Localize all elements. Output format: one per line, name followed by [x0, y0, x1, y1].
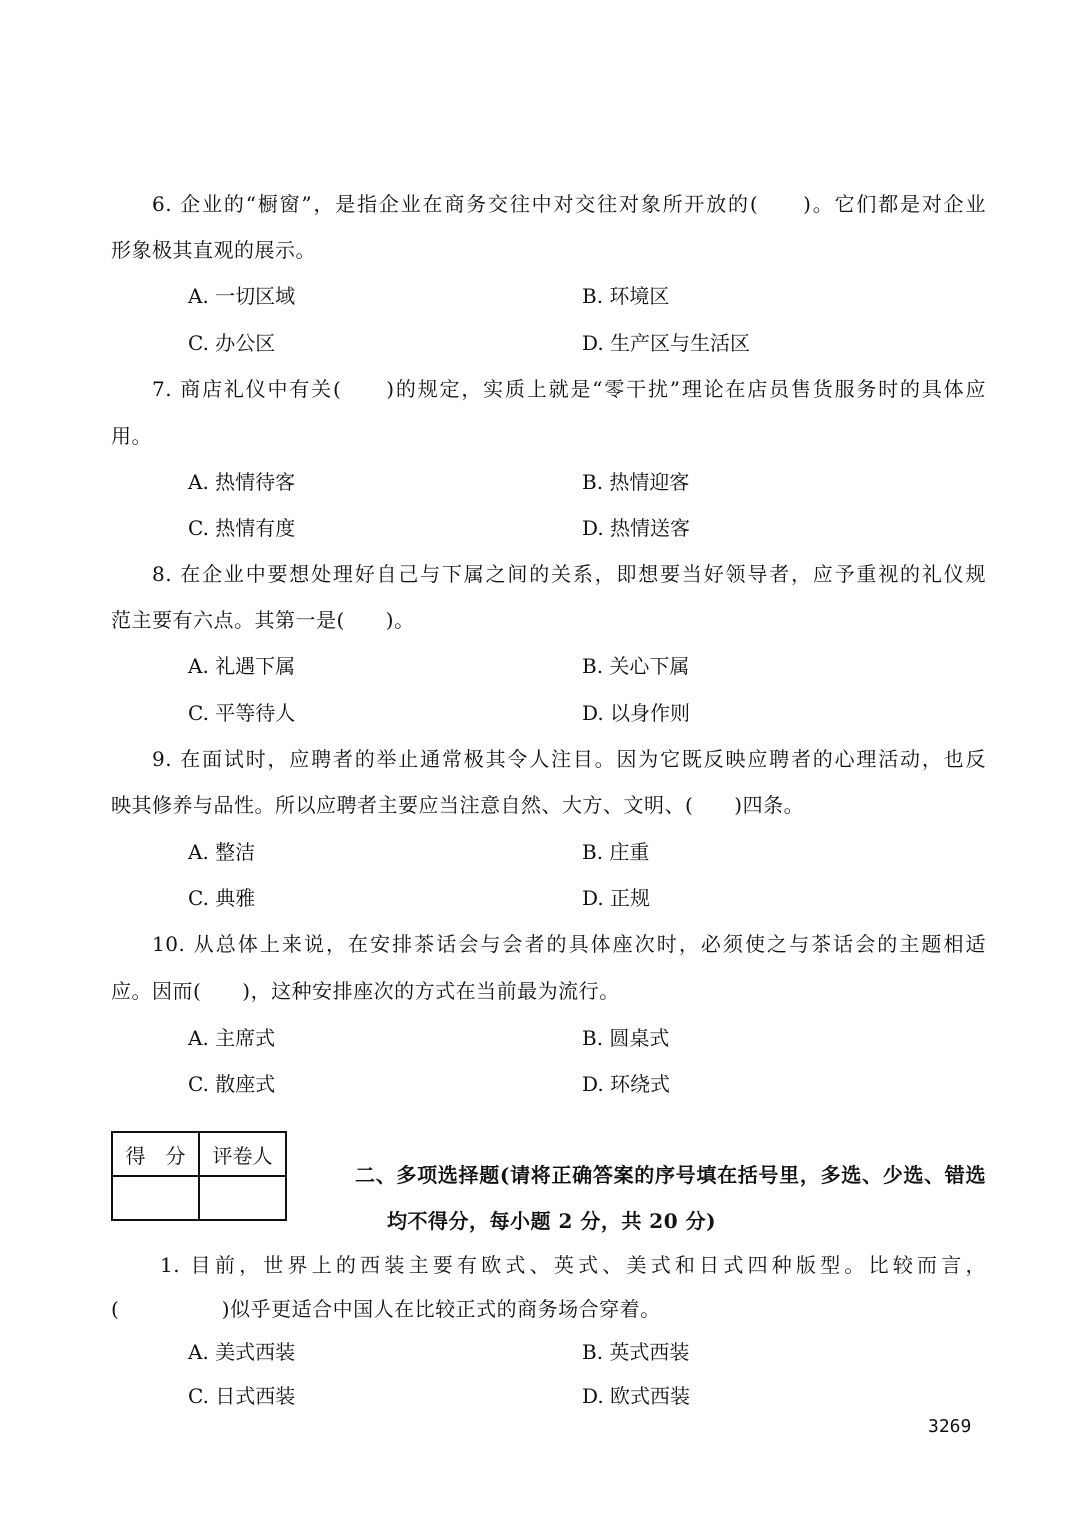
question-6-line-2: 形象极其直观的展示。: [111, 238, 316, 262]
question-10-line-1: 10. 从总体上来说，在安排茶话会与会者的具体座次时，必须使之与茶话会的主题相适: [152, 932, 986, 956]
question-7-line-2: 用。: [111, 424, 152, 448]
multi-question-1-line-1: 1. 目前，世界上的西装主要有欧式、英式、美式和日式四种版型。比较而言，: [160, 1253, 986, 1277]
question-8-line-1: 8. 在企业中要想处理好自己与下属之间的关系，即想要当好领导者，应予重视的礼仪规: [152, 562, 986, 586]
question-6-option-a: A. 一切区域: [188, 284, 296, 308]
question-9-option-c: C. 典雅: [188, 886, 256, 910]
score-box: [111, 1131, 287, 1221]
question-10-option-a: A. 主席式: [188, 1026, 276, 1050]
multi-question-1-option-d: D. 欧式西装: [582, 1384, 691, 1408]
question-8-option-a: A. 礼遇下属: [188, 654, 296, 678]
question-6-option-c: C. 办公区: [188, 331, 276, 355]
question-7-option-c: C. 热情有度: [188, 516, 296, 540]
grader-header: 评卷人: [199, 1132, 286, 1176]
page-number: 3269: [928, 1416, 972, 1437]
multi-question-1-option-b: B. 英式西装: [582, 1340, 690, 1364]
section-2-heading-line-2: 均不得分，每小题 2 分，共 20 分): [387, 1209, 717, 1233]
question-9-option-d: D. 正规: [582, 886, 651, 910]
question-10-option-b: B. 圆桌式: [582, 1026, 670, 1050]
question-8-line-2: 范主要有六点。其第一是( )。: [111, 608, 415, 632]
question-7-option-d: D. 热情送客: [582, 516, 691, 540]
question-10-line-2: 应。因而( )，这种安排座次的方式在当前最为流行。: [111, 979, 620, 1003]
score-header: 得 分: [112, 1132, 199, 1176]
multi-question-1-option-c: C. 日式西装: [188, 1384, 296, 1408]
score-cell: [112, 1176, 199, 1220]
question-9-line-1: 9. 在面试时，应聘者的举止通常极其令人注目。因为它既反映应聘者的心理活动，也反: [152, 747, 986, 771]
question-8-option-b: B. 关心下属: [582, 654, 690, 678]
question-6-option-d: D. 生产区与生活区: [582, 331, 751, 355]
question-10-option-c: C. 散座式: [188, 1072, 276, 1096]
multi-question-1-line-2: ( )似乎更适合中国人在比较正式的商务场合穿着。: [111, 1297, 661, 1321]
question-10-option-d: D. 环绕式: [582, 1072, 671, 1096]
question-9-line-2: 映其修养与品性。所以应聘者主要应当注意自然、大方、文明、( )四条。: [111, 793, 805, 817]
question-6-option-b: B. 环境区: [582, 284, 670, 308]
question-9-option-a: A. 整洁: [188, 840, 256, 864]
question-9-option-b: B. 庄重: [582, 840, 650, 864]
question-8-option-c: C. 平等待人: [188, 701, 296, 725]
multi-question-1-option-a: A. 美式西装: [188, 1340, 296, 1364]
question-7-option-a: A. 热情待客: [188, 470, 296, 494]
question-7-line-1: 7. 商店礼仪中有关( )的规定，实质上就是“零干扰”理论在店员售货服务时的具体应: [152, 377, 986, 401]
question-7-option-b: B. 热情迎客: [582, 470, 690, 494]
section-2-heading-line-1: 二、多项选择题(请将正确答案的序号填在括号里，多选、少选、错选: [355, 1163, 986, 1187]
grader-cell: [199, 1176, 286, 1220]
question-6-line-1: 6. 企业的“橱窗”，是指企业在商务交往中对交往对象所开放的( )。它们都是对企业: [152, 192, 986, 216]
question-8-option-d: D. 以身作则: [582, 701, 691, 725]
